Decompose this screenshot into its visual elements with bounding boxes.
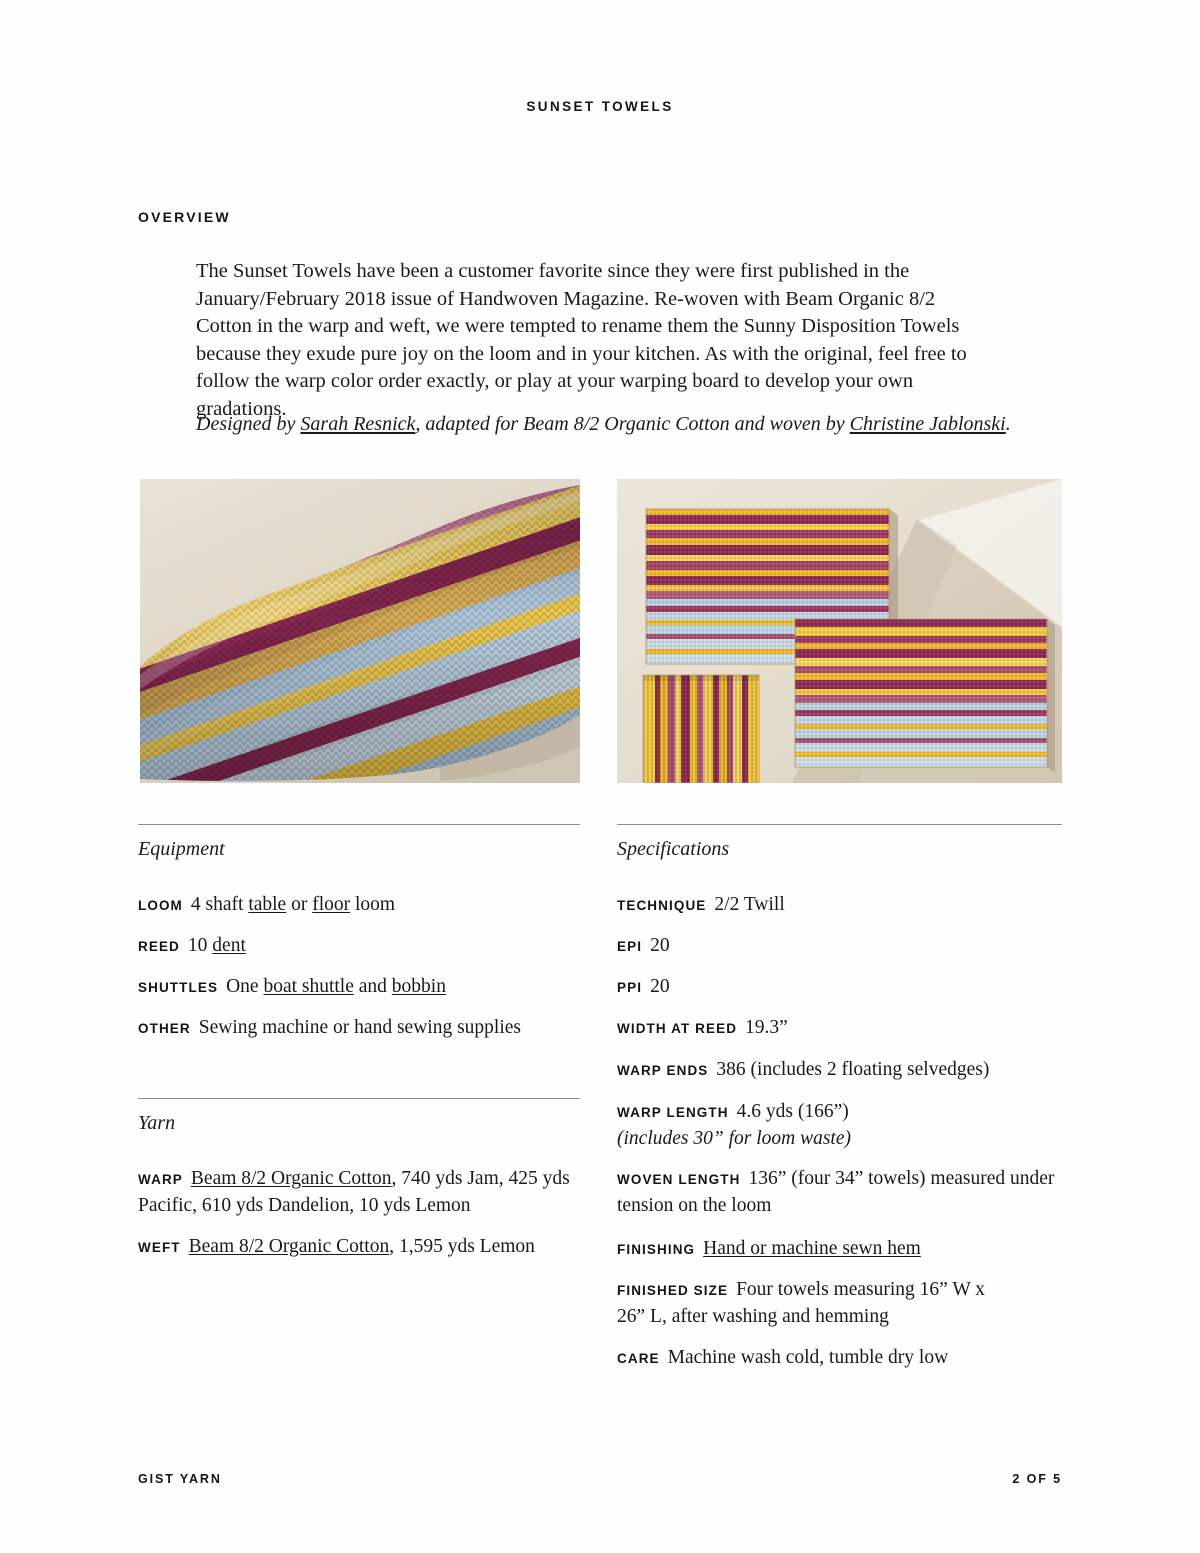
bobbin-link[interactable]: bobbin (391, 976, 446, 997)
spec-key-care: CARE (617, 1351, 660, 1366)
spec-value-warp-length: 4.6 yds (166”) (736, 1101, 849, 1122)
spec-key-warp-ends: WARP ENDS (617, 1063, 709, 1078)
spec-item-epi (617, 933, 1067, 960)
spec-value-finished-size: Four towels measuring 16” W x 26” L, after washing and hemming (617, 1279, 986, 1327)
yarn-item-weft (138, 1234, 580, 1261)
equipment-key-loom: LOOM (138, 898, 183, 913)
equipment-value-shuttles-mid: and (353, 976, 392, 997)
spec-item-finished-size (617, 1277, 1017, 1330)
equipment-key-reed: REED (138, 939, 180, 954)
spec-key-width-at-reed: WIDTH AT REED (617, 1021, 738, 1036)
boat-shuttle-link[interactable]: boat shuttle (263, 976, 354, 997)
weft-yarn-link[interactable]: Beam 8/2 Organic Cotton (188, 1236, 390, 1257)
spec-value-width-at-reed: 19.3” (745, 1017, 788, 1038)
spec-value-warp-ends: 386 (includes 2 floating selvedges) (716, 1059, 990, 1080)
equipment-item-loom (138, 892, 580, 919)
footer-page-number: 2 OF 5 (1012, 1472, 1062, 1486)
section-title-yarn: Yarn (138, 1112, 176, 1134)
floor-loom-link[interactable]: floor (312, 894, 351, 915)
spec-key-woven-length: WOVEN LENGTH (617, 1172, 741, 1187)
spec-item-care (617, 1345, 1067, 1372)
equipment-value-loom-mid: or (286, 894, 313, 915)
warp-yarn-link[interactable]: Beam 8/2 Organic Cotton (190, 1168, 392, 1189)
equipment-value-shuttles-pre: One (226, 976, 264, 997)
table-loom-link[interactable]: table (248, 894, 287, 915)
spec-value-care: Machine wash cold, tumble dry low (667, 1347, 949, 1368)
equipment-divider (138, 824, 580, 825)
specifications-divider (617, 824, 1062, 825)
finishing-link[interactable]: Hand or machine sewn hem (703, 1238, 921, 1259)
equipment-key-other: OTHER (138, 1021, 191, 1036)
section-title-equipment: Equipment (138, 838, 225, 860)
yarn-value-weft: , 1,595 yds Lemon (389, 1236, 535, 1257)
spec-key-epi: EPI (617, 939, 643, 954)
spec-item-finishing (617, 1236, 1067, 1263)
running-head-title: SUNSET TOWELS (526, 99, 674, 114)
spec-item-width-at-reed (617, 1015, 1067, 1042)
spec-value-technique: 2/2 Twill (714, 894, 785, 915)
credit-suffix: . (1005, 413, 1011, 435)
credit-line (196, 411, 1036, 438)
yarn-item-warp (138, 1166, 580, 1219)
yarn-key-weft: WEFT (138, 1240, 181, 1255)
spec-value-ppi: 20 (650, 976, 670, 997)
spec-item-technique (617, 892, 1067, 919)
spec-value-epi: 20 (650, 935, 670, 956)
spec-key-ppi: PPI (617, 980, 643, 995)
designer-link[interactable]: Sarah Resnick (300, 413, 416, 435)
photo-draped-towel (140, 479, 580, 783)
photo-folded-towels (617, 479, 1062, 783)
equipment-item-shuttles (138, 974, 580, 1001)
spec-key-warp-length: WARP LENGTH (617, 1105, 729, 1120)
equipment-key-shuttles: SHUTTLES (138, 980, 219, 995)
equipment-item-other (138, 1015, 580, 1042)
credit-middle: , adapted for Beam 8/2 Organic Cotton and woven by (415, 413, 850, 435)
section-heading-overview: OVERVIEW (138, 209, 231, 225)
spec-item-ppi (617, 974, 1067, 1001)
equipment-item-reed (138, 933, 580, 960)
spec-value-woven-length: 136” (four 34” towels) measured under tension on the loom (617, 1168, 1055, 1216)
spec-key-finishing: FINISHING (617, 1242, 696, 1257)
equipment-value-loom-post: loom (350, 894, 396, 915)
spec-item-woven-length (617, 1166, 1065, 1219)
section-title-specifications: Specifications (617, 838, 730, 860)
footer-brand: GIST YARN (138, 1472, 222, 1486)
credit-prefix: Designed by (196, 413, 301, 435)
spec-note-warp-length: (includes 30” for loom waste) (617, 1128, 851, 1149)
spec-key-finished-size: FINISHED SIZE (617, 1283, 729, 1298)
overview-paragraph: The Sunset Towels have been a customer favorite since they were first published in the January/February 2018 issue of Handwoven Magazine. Re-woven with Beam Organic 8/2 Cotton in the warp and weft, we were tempted to rename them the Sunny Disposition Towels because they exude pure joy on the loom and in your kitchen. As with the original, feel free to follow the warp color order exactly, or play at your warping board to develop your own gradations. (196, 260, 967, 420)
equipment-value-other: Sewing machine or hand sewing supplies (198, 1017, 521, 1038)
spec-key-technique: TECHNIQUE (617, 898, 707, 913)
equipment-value-loom-pre: 4 shaft (190, 894, 249, 915)
yarn-value-warp: , 740 yds Jam, 425 yds Pacific, 610 yds Dandelion, 10 yds Lemon (138, 1168, 570, 1216)
equipment-value-reed-pre: 10 (187, 935, 213, 956)
weaver-link[interactable]: Christine Jablonski (849, 413, 1006, 435)
yarn-divider (138, 1098, 580, 1099)
spec-item-warp-length (617, 1099, 1077, 1152)
yarn-key-warp: WARP (138, 1172, 183, 1187)
spec-item-warp-ends (617, 1057, 1077, 1084)
dent-link[interactable]: dent (212, 935, 246, 956)
